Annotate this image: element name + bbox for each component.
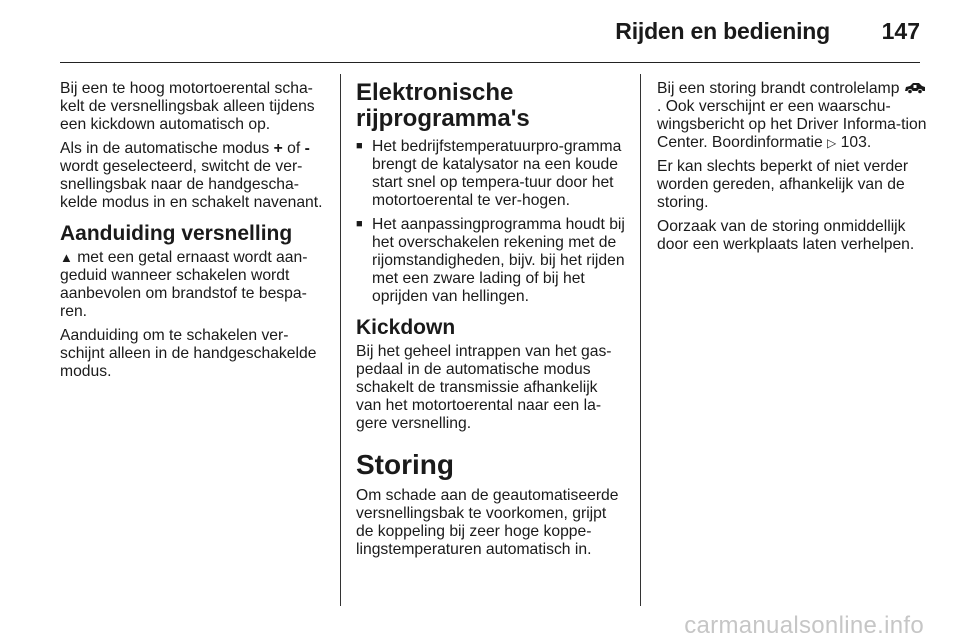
- plus-symbol: +: [273, 140, 283, 157]
- text: Bij een storing brandt controlelamp: [657, 80, 900, 97]
- page-title: Rijden en bediening: [615, 18, 830, 44]
- heading-aanduiding-versnelling: Aanduiding versnelling: [60, 222, 293, 245]
- minus-symbol: -: [304, 140, 310, 157]
- paragraph-shift-indicator-manual: Aanduiding om te schakelen ver-schijnt alleen in de handgeschakelde modus.: [60, 327, 317, 380]
- page-number: 147: [881, 18, 920, 44]
- paragraph-kickdown-upshift: Bij een te hoog motortoerental scha-kelt de versnellingsbak alleen tijdens een kickdown automatisch op.: [60, 80, 315, 133]
- text: of: [282, 140, 305, 157]
- column-middle: [356, 80, 626, 565]
- heading-kickdown: Kickdown: [356, 316, 456, 339]
- paragraph-warning-lamp: [657, 80, 927, 152]
- triangle-up-icon: ▲: [60, 250, 73, 265]
- car-warning-icon: [904, 82, 926, 94]
- watermark: carmanualsonline.info: [684, 612, 924, 639]
- reference-arrow-icon: ▷: [827, 136, 837, 150]
- paragraph-gear-indicator: [60, 249, 328, 321]
- text: . Ook verschijnt er een waarschu-wingsbericht op het Driver Informa-tion Center. Boordinformatie: [657, 98, 927, 151]
- text: wordt geselecteerd, switcht de ver-snellingsbak naar de handgescha-kelde modus in en schakelt navenant.: [60, 158, 323, 211]
- column-left: [60, 80, 328, 387]
- paragraph-workshop: Oorzaak van de storing onmiddellijk door een werkplaats laten verhelpen.: [657, 218, 915, 253]
- header-divider: [60, 62, 920, 63]
- column-right: [657, 80, 927, 260]
- paragraph-limited-driving: Er kan slechts beperkt of niet verder worden gereden, afhankelijk van de storing.: [657, 158, 909, 211]
- heading-storing: Storing: [356, 449, 454, 480]
- paragraph-manual-mode: [60, 140, 328, 212]
- paragraph-storing: Om schade aan de geautomatiseerde versnellingsbak te voorkomen, grijpt de koppeling bij zeer hoge koppe-lingstemperaturen automatisch in.: [356, 487, 619, 558]
- text: met een getal ernaast wordt aan-geduid wanneer schakelen wordt aanbevolen om brandstof te bespa-ren.: [60, 249, 308, 320]
- heading-elektronische-rijprogrammas: Elektronische rijprogramma's: [356, 79, 530, 132]
- column-divider-2: [640, 74, 641, 606]
- list-item: ■ Het aanpassingprogramma houdt bij het overschakelen rekening met de rijomstandigheden, bijv. bij het rijden met een zware lading of bij het oprijden van hellingen.: [356, 216, 626, 306]
- paragraph-kickdown: Bij het geheel intrappen van het gas-pedaal in de automatische modus schakelt de transmissie afhankelijk van het motortoerental naar een la-gere versnelling.: [356, 343, 612, 432]
- text: 103.: [836, 134, 872, 151]
- column-divider-1: [340, 74, 341, 606]
- list-item: ■ Het bedrijfstemperatuurpro-gramma brengt de katalysator na een koude start snel op tempera-tuur door het motortoerental te ver-hogen.: [356, 138, 626, 210]
- text: Als in de automatische modus: [60, 140, 274, 157]
- bullet-list: [356, 138, 626, 306]
